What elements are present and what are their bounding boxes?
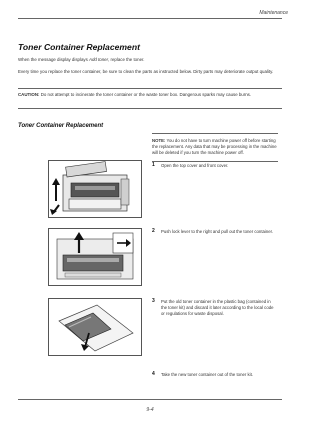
toner-removal-illustration — [49, 229, 141, 285]
note-top-rule — [152, 133, 278, 134]
step-4-number: 4 — [152, 371, 155, 377]
caution-bottom-rule — [18, 108, 282, 109]
note-box — [152, 138, 278, 157]
intro-paragraph-2: Every time you replace the toner container, be sure to clean the parts as instructed below. Dirty parts may deteriorate output quality. — [18, 69, 274, 74]
note-text: You do not have to turn machine power off before starting the replacement. Any data that may be processing in the machine will be deleted if you turn the machine power off. — [152, 138, 277, 156]
intro-pre: When the message display displays — [18, 57, 90, 62]
intro-italic: Add toner — [89, 57, 109, 62]
note-bottom-rule — [152, 161, 278, 162]
caution-label: CAUTION: — [18, 92, 40, 97]
page-title: Toner Container Replacement — [18, 42, 140, 52]
intro-post: , replace the toner. — [108, 57, 145, 62]
step-1-number: 1 — [152, 162, 155, 168]
figure-open-covers — [48, 160, 142, 218]
header-rule — [18, 18, 282, 19]
page-number: 9-4 — [146, 407, 154, 413]
step-3-text: Put the old toner container in the plastic bag (contained in the toner kit) and discard it later according to the local code or regulations for waste disposal. — [161, 299, 274, 317]
note-label: NOTE: — [152, 138, 166, 143]
step-2-number: 2 — [152, 228, 155, 234]
section-subtitle: Toner Container Replacement — [18, 123, 104, 129]
footer-rule — [18, 399, 282, 400]
figure-pull-toner — [48, 228, 142, 286]
step-4-text: Take the new toner container out of the toner kit. — [161, 372, 253, 377]
intro-paragraph — [18, 57, 282, 63]
caution-top-rule — [18, 88, 282, 89]
header-section: Maintenance — [259, 10, 288, 16]
figure-plastic-bag — [48, 298, 142, 356]
caution-box — [18, 92, 282, 98]
step-2-text: Push lock lever to the right and pull out the toner container. — [161, 229, 274, 234]
step-1-text: Open the top cover and front cover. — [161, 163, 229, 168]
plastic-bag-illustration — [49, 299, 141, 355]
step-3-number: 3 — [152, 298, 155, 304]
printer-open-illustration — [49, 161, 141, 217]
caution-text: Do not attempt to incinerate the toner container or the waste toner box. Dangerous sparks may cause burns. — [39, 92, 252, 97]
